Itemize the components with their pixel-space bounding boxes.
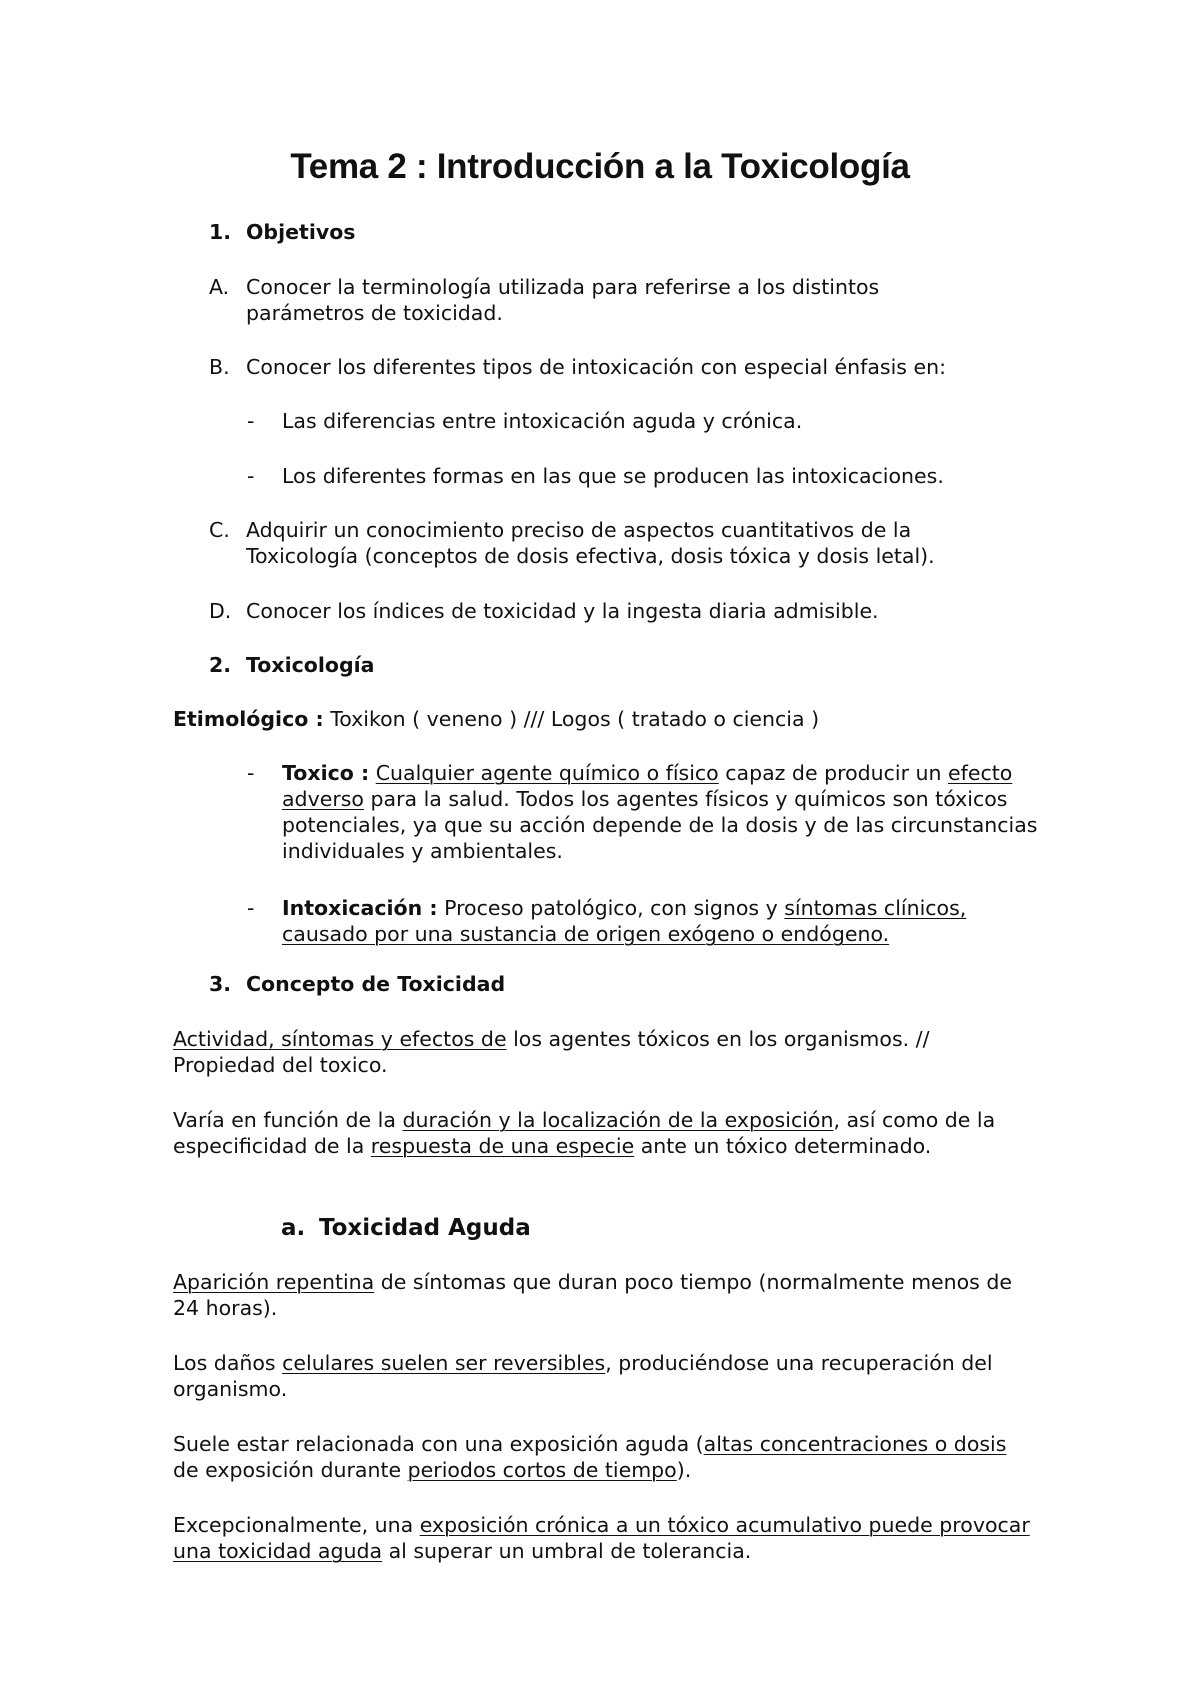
p2-underlined-1: duración y la localización de la exposición xyxy=(402,1108,834,1132)
acute-p3-text-3: ). xyxy=(676,1458,692,1482)
acute-p4-text-1: Excepcionalmente, una xyxy=(173,1513,420,1537)
objective-a-letter: A. xyxy=(209,275,230,299)
section-3-heading: Concepto de Toxicidad xyxy=(246,972,506,996)
intoxicacion-text-1: Proceso patológico, con signos y xyxy=(437,896,785,920)
acute-p3-underlined-1: altas concentraciones o dosis xyxy=(703,1432,1007,1456)
p1-underlined: Actividad, síntomas y efectos de xyxy=(173,1027,507,1051)
toxico-text-2: para la salud. Todos los agentes físicos y químicos son tóxicos potenciales, ya que su acción depende de la dosis y de las circunstancias individuales y ambientales. xyxy=(282,787,1038,863)
toxico-label: Toxico : xyxy=(282,761,370,785)
acute-p4-text-2: al superar un umbral de tolerancia. xyxy=(382,1539,752,1563)
acute-p3-text-2: de exposición durante xyxy=(173,1458,408,1482)
intoxicacion-label: Intoxicación : xyxy=(282,896,438,920)
bullet-dash: - xyxy=(247,409,255,433)
acute-paragraph-1 xyxy=(173,1269,1023,1321)
etymology-text: Toxikon ( veneno ) /// Logos ( tratado o ciencia ) xyxy=(323,707,820,731)
section-1-number: 1. xyxy=(209,220,232,244)
toxico-text-1: capaz de producir un xyxy=(718,761,949,785)
section-2-number: 2. xyxy=(209,653,232,677)
p1-text: los agentes tóxicos en los organismos. // Propiedad del toxico. xyxy=(173,1027,930,1077)
p2-underlined-2: respuesta de una especie xyxy=(370,1134,635,1158)
acute-p4-underlined: exposición crónica a un tóxico acumulativo puede provocar una toxicidad aguda xyxy=(173,1513,1030,1563)
p2-text-3: ante un tóxico determinado. xyxy=(634,1134,932,1158)
section-3-number: 3. xyxy=(209,972,232,996)
subsection-a-heading: Toxicidad Aguda xyxy=(319,1215,531,1241)
acute-p2-underlined: celulares suelen ser reversibles xyxy=(282,1351,606,1375)
toxico-underlined-1: Cualquier agente químico o físico xyxy=(375,761,719,785)
section-2-heading: Toxicología xyxy=(246,653,375,677)
acute-p3-text-1: Suele estar relacionada con una exposición aguda ( xyxy=(173,1432,704,1456)
etymology-line xyxy=(173,706,1073,732)
acute-p2-text-1: Los daños xyxy=(173,1351,283,1375)
toxicity-paragraph-2 xyxy=(173,1107,1033,1159)
acute-p1-text: de síntomas que duran poco tiempo (normalmente menos de 24 horas). xyxy=(173,1270,1013,1320)
objective-a-text: Conocer la terminología utilizada para referirse a los distintos parámetros de toxicidad. xyxy=(246,275,880,325)
subsection-a-letter: a. xyxy=(281,1215,306,1241)
objective-b-text: Conocer los diferentes tipos de intoxicación con especial énfasis en: xyxy=(246,355,947,379)
acute-paragraph-3 xyxy=(173,1431,1033,1483)
p2-text-2: , así como de la especificidad de la xyxy=(173,1108,996,1158)
objective-d-letter: D. xyxy=(209,599,232,623)
intoxicacion-definition xyxy=(282,895,1048,947)
acute-p3-underlined-2: periodos cortos de tiempo xyxy=(407,1458,677,1482)
objective-c-letter: C. xyxy=(209,518,230,542)
acute-p1-underlined: Aparición repentina xyxy=(173,1270,375,1294)
etymology-label: Etimológico : xyxy=(173,707,324,731)
objective-b-bullet-1: Las diferencias entre intoxicación aguda y crónica. xyxy=(282,409,803,433)
objective-d-text: Conocer los índices de toxicidad y la ingesta diaria admisible. xyxy=(246,599,879,623)
p2-text-1: Varía en función de la xyxy=(173,1108,403,1132)
objective-b-letter: B. xyxy=(209,355,230,379)
page-title: Tema 2 : Introducción a la Toxicología xyxy=(290,147,910,186)
toxicity-paragraph-1 xyxy=(173,1026,1023,1078)
acute-paragraph-2 xyxy=(173,1350,1043,1402)
toxico-underlined-2: efecto adverso xyxy=(282,761,1013,811)
toxico-definition xyxy=(282,760,1048,864)
acute-p2-text-2: , produciéndose una recuperación del organismo. xyxy=(173,1351,993,1401)
bullet-dash: - xyxy=(247,464,255,488)
objective-c-text: Adquirir un conocimiento preciso de aspectos cuantitativos de la Toxicología (conceptos de dosis efectiva, dosis tóxica y dosis letal). xyxy=(246,518,935,568)
section-1-heading: Objetivos xyxy=(246,220,356,244)
bullet-dash: - xyxy=(247,896,255,920)
intoxicacion-underlined: síntomas clínicos, causado por una sustancia de origen exógeno o endógeno. xyxy=(282,896,967,946)
bullet-dash: - xyxy=(247,761,255,785)
acute-paragraph-4 xyxy=(173,1512,1033,1564)
objective-b-bullet-2: Los diferentes formas en las que se producen las intoxicaciones. xyxy=(282,464,944,488)
